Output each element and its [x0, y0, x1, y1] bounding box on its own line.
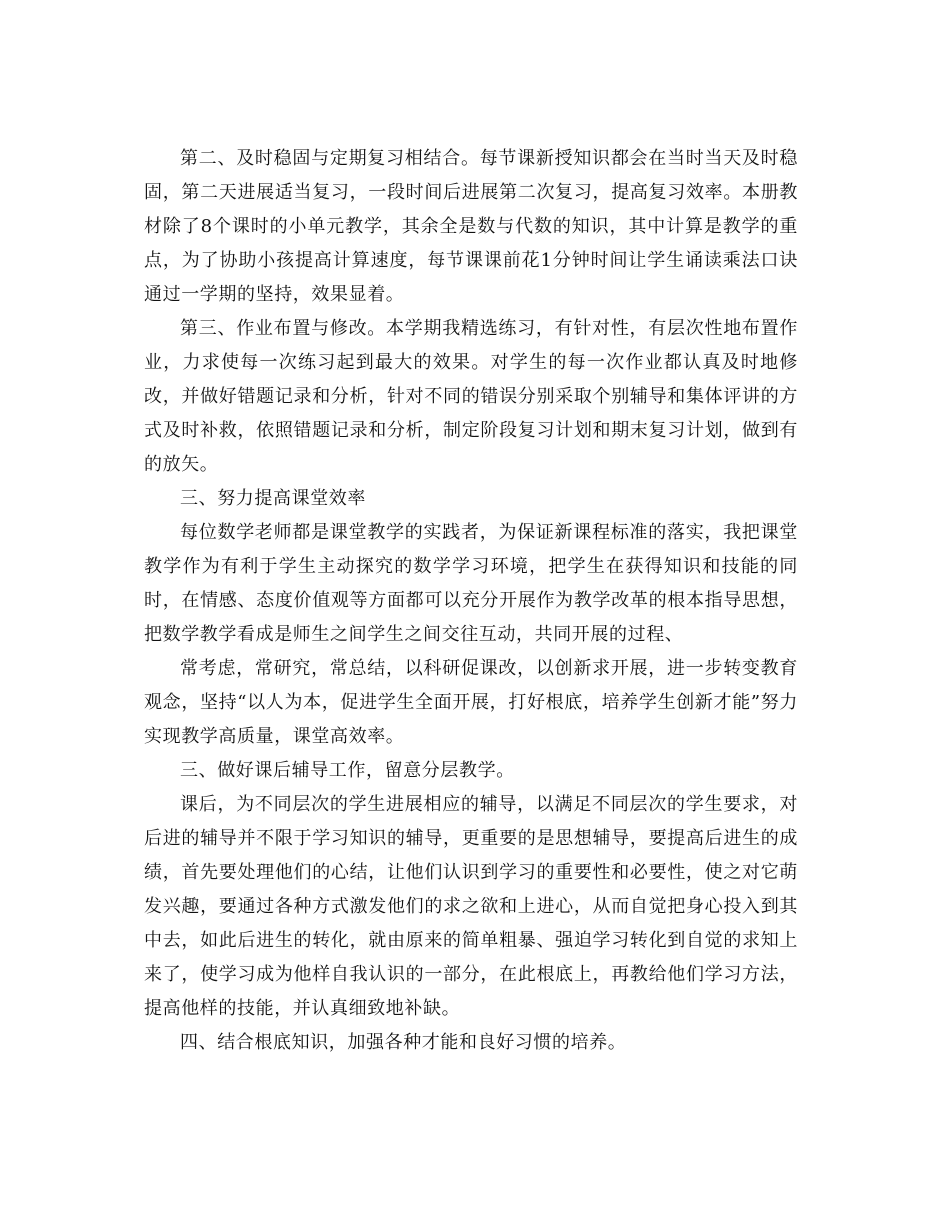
paragraph-classroom-practice: 每位数学老师都是课堂教学的实践者，为保证新课程标准的落实，我把课堂教学作为有利于学生主动探究的数学学习环境，把学生在获得知识和技能的同时，在情感、态度价值观等方面都可以充分开展作为教学改革的根本指导思想，把数学教学看成是师生之间学生之间交往互动，共同开展的过程、 [144, 522, 798, 645]
section-heading-classroom-efficiency: 三、努力提高课堂效率 [180, 488, 366, 509]
paragraph-review-combination: 第二、及时稳固与定期复习相结合。每节课新授知识都会在当时当天及时稳固，第二天进展适当复习，一段时间后进展第二次复习，提高复习效率。本册教材除了8个课时的小单元教学，其余全是数与代数的知识，其中计算是教学的重点，为了协助小孩提高计算速度，每节课课前花1分钟时间让学生诵读乘法口诀通过一学期的坚持，效果显着。 [144, 148, 798, 305]
paragraph-after-class-tutoring: 课后，为不同层次的学生进展相应的辅导，以满足不同层次的学生要求，对后进的辅导并不限于学习知识的辅导，更重要的是思想辅导，要提高后进生的成绩，首先要处理他们的心结，让他们认识到学习的重要性和必要性，使之对它萌发兴趣，要通过各种方式激发他们的求之欲和上进心，从而自觉把身心投入到其中去，如此后进生的转化，就由原来的简单粗暴、强迫学习转化到自觉的求知上来了，使学习成为他样自我认识的一部分，在此根底上，再教给他们学习方法，提高他样的技能，并认真细致地补缺。 [144, 794, 798, 1019]
paragraph-teaching-philosophy: 常考虑，常研究，常总结，以科研促课改，以创新求开展，进一步转变教育观念，坚持“以人为本，促进学生全面开展，打好根底，培养学生创新才能”努力实现教学高质量，课堂高效率。 [144, 658, 798, 747]
paragraph-homework-correction: 第三、作业布置与修改。本学期我精选练习，有针对性，有层次性地布置作业，力求使每一次练习起到最大的效果。对学生的每一次作业都认真及时地修改，并做好错题记录和分析，针对不同的错误分别采取个别辅导和集体评讲的方式及时补救，依照错题记录和分析，制定阶段复习计划和期末复习计划，做到有的放矢。 [144, 318, 798, 475]
document-body [144, 142, 798, 1060]
section-heading-habit-cultivation: 四、结合根底知识，加强各种才能和良好习惯的培养。 [180, 1032, 627, 1053]
section-heading-after-class-tutoring: 三、做好课后辅导工作，留意分层教学。 [180, 760, 515, 781]
